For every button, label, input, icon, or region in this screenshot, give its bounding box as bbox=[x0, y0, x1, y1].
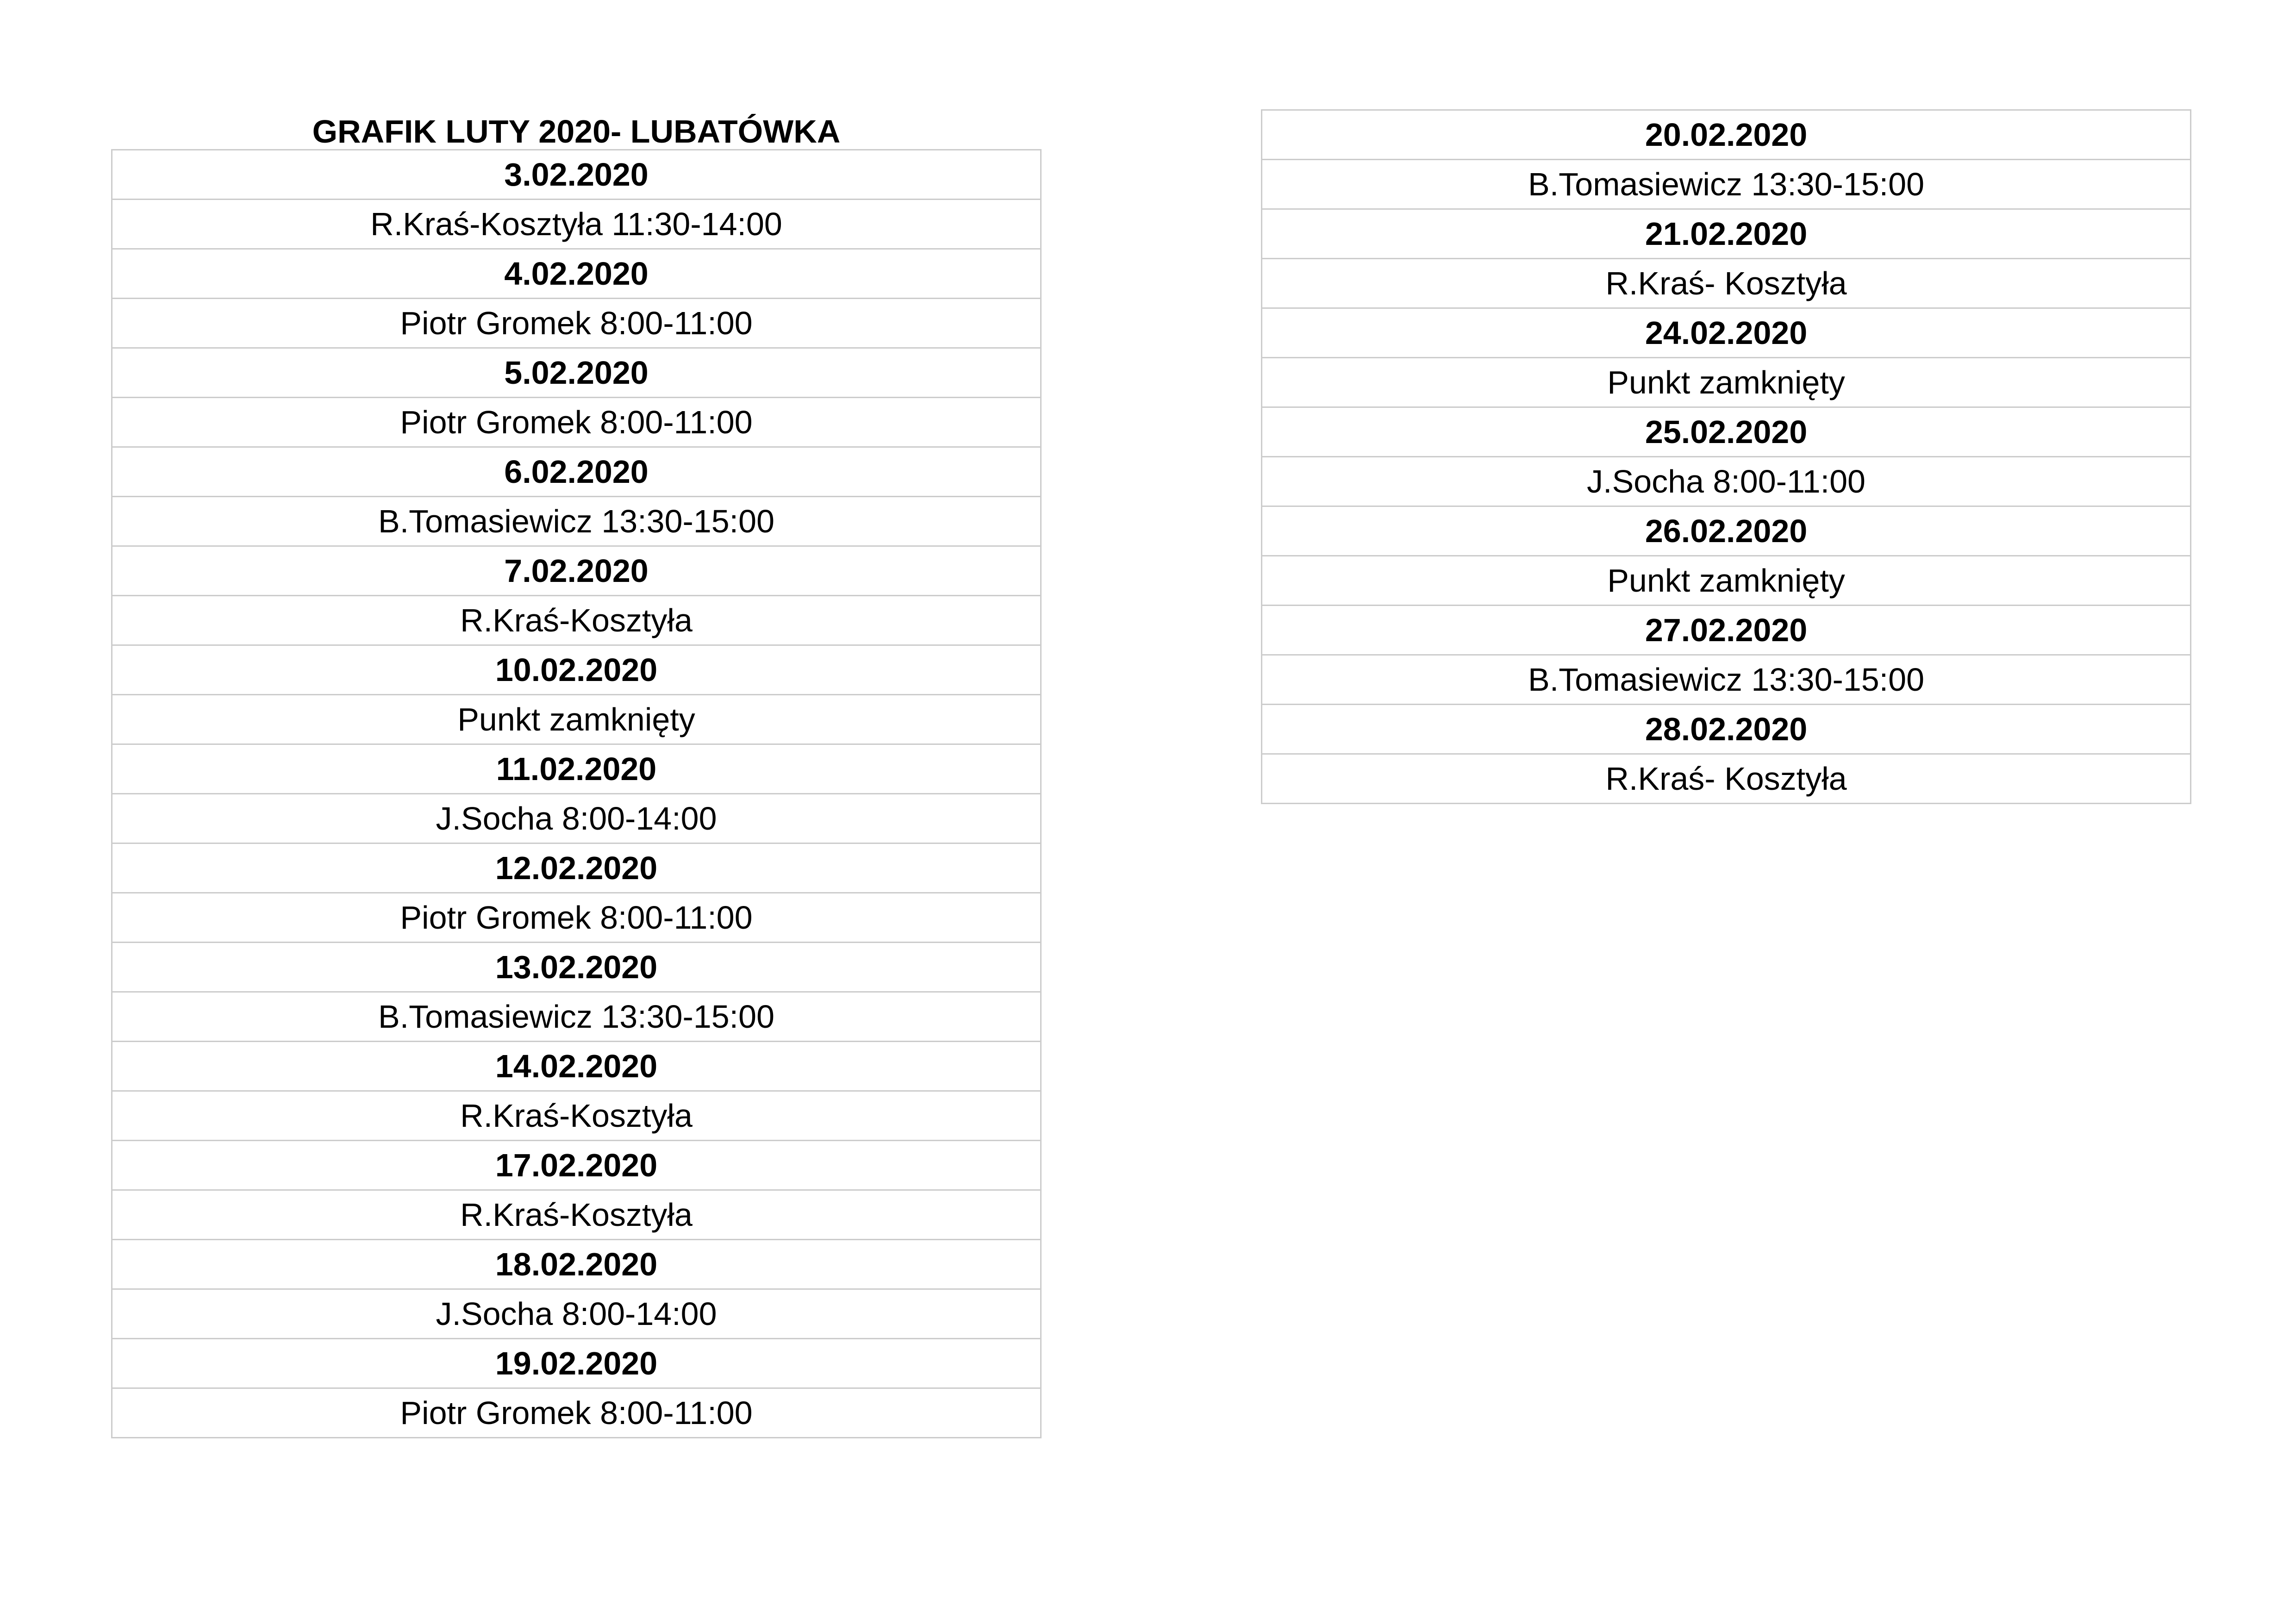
entry-cell: Punkt zamknięty bbox=[1262, 358, 2191, 407]
entry-row bbox=[112, 1388, 1041, 1438]
date-cell: 17.02.2020 bbox=[112, 1141, 1041, 1190]
date-row bbox=[1262, 209, 2191, 259]
date-cell: 11.02.2020 bbox=[112, 744, 1041, 794]
entry-cell: J.Socha 8:00-14:00 bbox=[112, 794, 1041, 843]
entry-cell: R.Kraś-Kosztyła bbox=[112, 1091, 1041, 1141]
date-row bbox=[1262, 506, 2191, 556]
entry-row bbox=[112, 497, 1041, 546]
date-cell: 14.02.2020 bbox=[112, 1042, 1041, 1091]
date-row bbox=[1262, 407, 2191, 457]
entry-row bbox=[1262, 259, 2191, 308]
date-cell: 3.02.2020 bbox=[112, 150, 1041, 200]
entry-cell: R.Kraś- Kosztyła bbox=[1262, 259, 2191, 308]
entry-cell: J.Socha 8:00-14:00 bbox=[112, 1289, 1041, 1339]
entry-cell: Piotr Gromek 8:00-11:00 bbox=[112, 893, 1041, 943]
date-cell: 28.02.2020 bbox=[1262, 705, 2191, 754]
date-row bbox=[112, 1141, 1041, 1190]
date-row bbox=[1262, 308, 2191, 358]
date-row bbox=[1262, 110, 2191, 160]
date-cell: 18.02.2020 bbox=[112, 1240, 1041, 1289]
entry-row bbox=[1262, 358, 2191, 407]
entry-row bbox=[112, 794, 1041, 843]
date-cell: 27.02.2020 bbox=[1262, 606, 2191, 655]
date-row bbox=[112, 150, 1041, 200]
date-row bbox=[112, 645, 1041, 695]
entry-cell: B.Tomasiewicz 13:30-15:00 bbox=[1262, 655, 2191, 705]
date-cell: 24.02.2020 bbox=[1262, 308, 2191, 358]
entry-cell: Punkt zamknięty bbox=[1262, 556, 2191, 606]
date-cell: 13.02.2020 bbox=[112, 943, 1041, 992]
date-cell: 25.02.2020 bbox=[1262, 407, 2191, 457]
date-row bbox=[1262, 705, 2191, 754]
entry-cell: J.Socha 8:00-11:00 bbox=[1262, 457, 2191, 506]
entry-row bbox=[112, 200, 1041, 249]
entry-row bbox=[1262, 556, 2191, 606]
date-row bbox=[112, 348, 1041, 398]
entry-row bbox=[112, 893, 1041, 943]
date-row bbox=[112, 1042, 1041, 1091]
entry-cell: B.Tomasiewicz 13:30-15:00 bbox=[1262, 160, 2191, 209]
entry-row bbox=[1262, 655, 2191, 705]
entry-row bbox=[1262, 160, 2191, 209]
entry-row bbox=[112, 299, 1041, 348]
entry-cell: R.Kraś-Kosztyła bbox=[112, 1190, 1041, 1240]
entry-cell: R.Kraś- Kosztyła bbox=[1262, 754, 2191, 804]
date-row bbox=[112, 1339, 1041, 1388]
date-row bbox=[112, 843, 1041, 893]
date-cell: 6.02.2020 bbox=[112, 447, 1041, 497]
entry-row bbox=[1262, 754, 2191, 804]
entry-row bbox=[1262, 457, 2191, 506]
date-cell: 12.02.2020 bbox=[112, 843, 1041, 893]
date-row bbox=[112, 249, 1041, 299]
date-cell: 7.02.2020 bbox=[112, 546, 1041, 596]
date-cell: 10.02.2020 bbox=[112, 645, 1041, 695]
entry-cell: R.Kraś-Kosztyła 11:30-14:00 bbox=[112, 200, 1041, 249]
date-row bbox=[1262, 606, 2191, 655]
date-cell: 26.02.2020 bbox=[1262, 506, 2191, 556]
entry-row bbox=[112, 1091, 1041, 1141]
entry-cell: Piotr Gromek 8:00-11:00 bbox=[112, 1388, 1041, 1438]
date-cell: 19.02.2020 bbox=[112, 1339, 1041, 1388]
entry-row bbox=[112, 992, 1041, 1042]
date-row bbox=[112, 546, 1041, 596]
entry-cell: Punkt zamknięty bbox=[112, 695, 1041, 744]
date-cell: 4.02.2020 bbox=[112, 249, 1041, 299]
entry-cell: B.Tomasiewicz 13:30-15:00 bbox=[112, 497, 1041, 546]
date-cell: 21.02.2020 bbox=[1262, 209, 2191, 259]
entry-cell: R.Kraś-Kosztyła bbox=[112, 596, 1041, 645]
entry-row bbox=[112, 1190, 1041, 1240]
date-cell: 5.02.2020 bbox=[112, 348, 1041, 398]
date-cell: 20.02.2020 bbox=[1262, 110, 2191, 160]
date-row bbox=[112, 1240, 1041, 1289]
entry-row bbox=[112, 695, 1041, 744]
schedule-table-left bbox=[111, 149, 1042, 1438]
entry-row bbox=[112, 596, 1041, 645]
document-title: GRAFIK LUTY 2020- LUBATÓWKA bbox=[312, 113, 841, 150]
entry-row bbox=[112, 1289, 1041, 1339]
date-row bbox=[112, 943, 1041, 992]
entry-row bbox=[112, 398, 1041, 447]
date-row bbox=[112, 744, 1041, 794]
entry-cell: Piotr Gromek 8:00-11:00 bbox=[112, 398, 1041, 447]
entry-cell: B.Tomasiewicz 13:30-15:00 bbox=[112, 992, 1041, 1042]
date-row bbox=[112, 447, 1041, 497]
schedule-table-right bbox=[1261, 109, 2191, 804]
entry-cell: Piotr Gromek 8:00-11:00 bbox=[112, 299, 1041, 348]
